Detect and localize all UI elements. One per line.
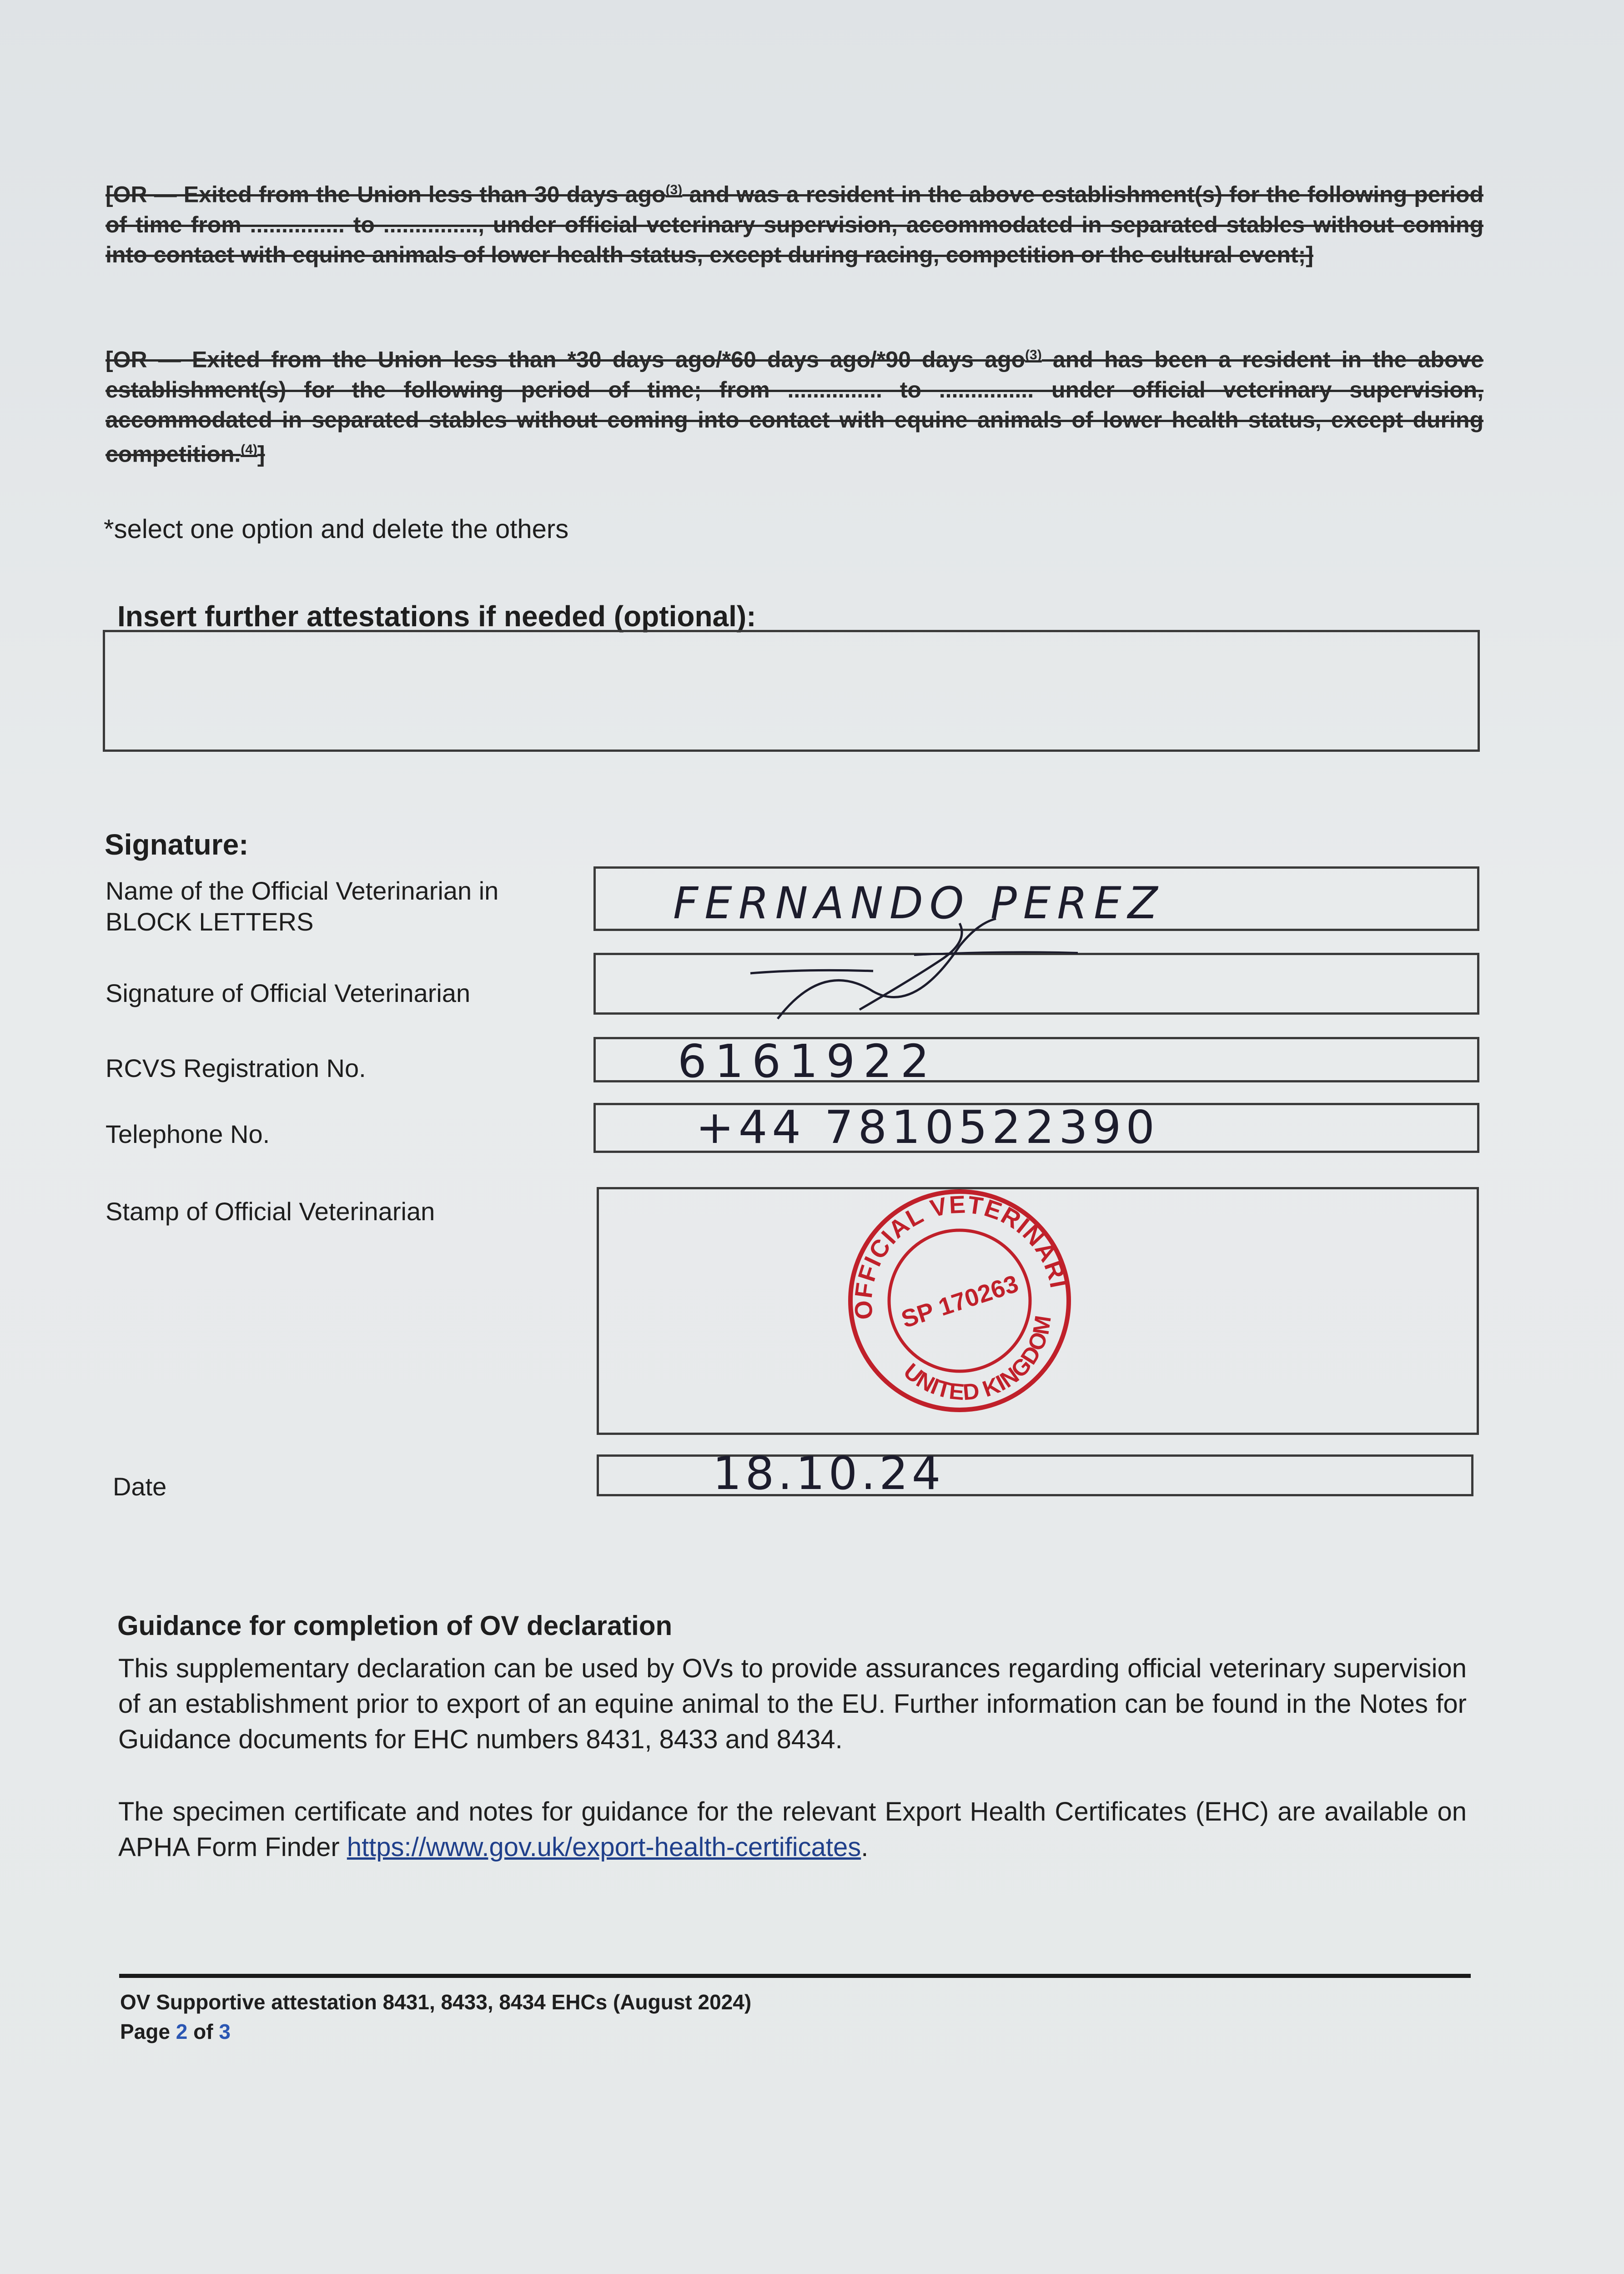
handwritten-signature — [723, 905, 1132, 1023]
signature-label: Signature of Official Veterinarian — [106, 979, 471, 1007]
page-of: of — [187, 2020, 219, 2043]
stamp-top-text: OFFICIAL VETERINARI — [849, 1191, 1073, 1321]
name-value: FERNANDO PEREZ — [673, 878, 1164, 929]
export-health-certificates-link[interactable]: https://www.gov.uk/export-health-certificates — [347, 1832, 861, 1862]
date-value: 18.10.24 — [713, 1447, 945, 1500]
official-stamp — [837, 1178, 1082, 1424]
signature-field[interactable] — [593, 953, 1479, 1015]
attestations-heading: Insert further attestations if needed (optional): — [117, 600, 756, 633]
name-label: Name of the Official Veterinarian in BLOCK LETTERS — [106, 876, 499, 936]
struck-option-2-text-c: ] — [257, 441, 265, 467]
page-current: 2 — [176, 2020, 188, 2043]
page-number — [120, 2019, 231, 2044]
struck-option-1 — [106, 175, 1483, 270]
guidance-heading: Guidance for completion of OV declaration — [117, 1610, 673, 1641]
guidance-paragraph-2 — [118, 1794, 1467, 1865]
guidance-paragraph-1: This supplementary declaration can be used by OVs to provide assurances regarding official veterinary supervision of an establishment prior to export of an equine animal to the EU. Further information can be found in the Notes for Guidance documents for EHC numbers 8431, 8433 and 8434. — [118, 1654, 1467, 1754]
rcvs-field[interactable] — [593, 1035, 1479, 1088]
guidance-paragraph-2-text: The specimen certificate and notes for guidance for the relevant Export Health Certificates (EHC) are available on APHA Form Finder — [118, 1797, 1467, 1862]
rcvs-label: RCVS Registration No. — [106, 1054, 366, 1082]
guidance-paragraph-2-end: . — [861, 1832, 869, 1862]
signature-heading: Signature: — [105, 828, 249, 861]
date-field[interactable] — [597, 1447, 1473, 1500]
footnote-ref: (4) — [241, 442, 257, 457]
struck-option-2 — [106, 340, 1483, 469]
struck-option-1-text-a: [OR — Exited from the Union less than 30 days ago — [106, 181, 666, 207]
stamp-label: Stamp of Official Veterinarian — [106, 1197, 435, 1226]
rcvs-value: 6161922 — [678, 1035, 938, 1088]
struck-option-2-text-b: and has been a resident in the above establishment(s) for the following period of time; from ............... to ............... under official veterinary supervision, accommodated in separated stables without coming into contact with equine animals of lower health status, except during competition. — [106, 347, 1483, 467]
struck-option-2-text-a: [OR — Exited from the Union less than *30 days ago/*60 days ago/*90 days ago — [106, 347, 1026, 372]
page-prefix: Page — [120, 2020, 176, 2043]
stamp-bottom-text: UNITED KINGDOM — [899, 1313, 1056, 1405]
date-label: Date — [113, 1472, 167, 1501]
footer-title: OV Supportive attestation 8431, 8433, 8434 EHCs (August 2024) — [120, 1990, 752, 2014]
telephone-label: Telephone No. — [106, 1120, 270, 1148]
struck-option-1-text-b: and was a resident in the above establishment(s) for the following period of time from ............... to ..............., under official veterinary supervision, accommodated in separated stables without coming into contact with equine animals of lower health status, except during racing, competition or the cultural event;] — [106, 181, 1483, 267]
footnote-ref: (3) — [1025, 347, 1042, 362]
stamp-seal — [837, 1178, 1082, 1424]
attestations-field[interactable] — [103, 630, 1480, 752]
stamp-number: SP 170263 — [898, 1270, 1022, 1333]
footer-rule — [119, 1974, 1471, 1978]
footnote-ref: (3) — [665, 182, 683, 197]
page-total: 3 — [219, 2020, 231, 2043]
telephone-field[interactable] — [593, 1103, 1479, 1153]
select-one-note: *select one option and delete the others — [104, 514, 569, 544]
telephone-value: +44 7810522390 — [696, 1101, 1160, 1154]
